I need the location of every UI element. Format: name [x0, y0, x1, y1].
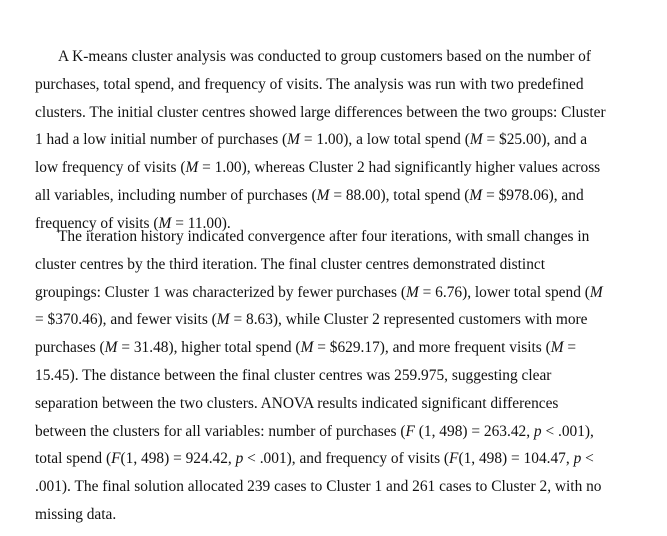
- text-line: [58, 227, 589, 247]
- statistic-symbol: M: [469, 187, 483, 204]
- text-run: groupings: Cluster 1 was characterized by fewer purchases (: [35, 283, 406, 301]
- text-line: [35, 75, 584, 95]
- statistic-symbol: M: [300, 339, 314, 357]
- text-run: = 8.63), while Cluster 2 represented customers with more: [229, 311, 588, 329]
- statistic-symbol: M: [287, 131, 300, 149]
- text-run: all variables, including number of purchases (: [35, 187, 317, 204]
- text-line: [35, 449, 594, 469]
- text-line: [35, 186, 584, 206]
- text-run: = $370.46), and fewer visits (: [35, 311, 217, 329]
- statistic-symbol: F: [449, 450, 459, 468]
- text-line: [35, 310, 588, 330]
- text-run: purchases (: [35, 339, 105, 357]
- statistic-symbol: M: [104, 339, 118, 357]
- text-line: [35, 103, 606, 123]
- text-run: The iteration history indicated convergence after four iterations, with small changes in: [58, 228, 590, 245]
- statistic-symbol: M: [405, 283, 419, 301]
- text-run: = 88.00), total spend (: [329, 187, 470, 204]
- statistic-symbol: p: [235, 450, 244, 468]
- text-run: = 1.00), whereas Cluster 2 had significantly higher values across: [198, 159, 601, 177]
- text-line: [35, 158, 600, 178]
- text-run: total spend (: [35, 450, 112, 468]
- text-line: [35, 255, 545, 275]
- text-run: (1, 498) = 263.42,: [414, 422, 534, 440]
- statistic-symbol: M: [158, 214, 172, 232]
- text-run: missing data.: [35, 506, 117, 523]
- text-run: 1 had a low initial number of purchases (: [35, 131, 288, 149]
- text-line: [35, 394, 558, 414]
- text-line: [35, 130, 587, 150]
- statistic-symbol: M: [469, 131, 483, 149]
- text-run: = 1.00), a low total spend (: [300, 131, 470, 149]
- text-run: < .001),: [541, 422, 594, 440]
- text-run: 15.45). The distance between the final cluster centres was 259.975, suggesting clear: [35, 367, 552, 384]
- text-run: (1, 498) = 924.42,: [120, 450, 236, 468]
- statistic-symbol: M: [316, 187, 330, 204]
- text-line: [35, 366, 551, 386]
- text-run: (1, 498) = 104.47,: [458, 450, 574, 468]
- text-run: = 6.76), lower total spend (: [418, 283, 590, 301]
- text-run: low frequency of visits (: [35, 159, 186, 177]
- statistic-symbol: M: [216, 311, 230, 329]
- statistic-symbol: M: [589, 283, 603, 301]
- text-line: [35, 477, 602, 497]
- text-run: cluster centres by the third iteration. The final cluster centres demonstrated distinct: [35, 255, 546, 273]
- text-line: [35, 505, 116, 525]
- text-run: < .001), and frequency of visits (: [243, 450, 450, 468]
- text-run: = 11.00).: [171, 214, 231, 232]
- statistic-symbol: p: [533, 422, 542, 440]
- text-line: [35, 422, 594, 442]
- text-run: .001). The final solution allocated 239 cases to Cluster 1 and 261 cases to Cluster 2, with no: [35, 478, 602, 496]
- text-run: purchases, total spend, and frequency of visits. The analysis was run with two predefined: [35, 75, 584, 93]
- text-run: = $629.17), and more frequent visits (: [313, 339, 551, 357]
- text-run: A K-means cluster analysis was conducted to group customers based on the number of: [58, 48, 591, 65]
- statistic-symbol: p: [573, 450, 582, 468]
- text-run: =: [563, 339, 577, 357]
- text-run: = $978.06), and: [482, 187, 584, 204]
- text-run: = $25.00), and a: [482, 131, 588, 149]
- text-line: [35, 283, 603, 303]
- text-run: clusters. The initial cluster centres showed large differences between the two groups: Cluster: [35, 103, 606, 121]
- statistic-symbol: F: [405, 422, 415, 440]
- statistic-symbol: M: [185, 159, 199, 177]
- text-line: [35, 338, 576, 358]
- statistic-symbol: M: [550, 339, 564, 357]
- text-run: frequency of visits (: [35, 214, 159, 232]
- text-run: = 31.48), higher total spend (: [117, 339, 301, 357]
- text-run: separation between the two clusters. ANOVA results indicated significant differences: [35, 394, 559, 412]
- statistic-symbol: F: [111, 450, 121, 468]
- text-run: <: [581, 450, 594, 468]
- text-run: between the clusters for all variables: number of purchases (: [35, 422, 406, 440]
- text-line: [58, 47, 591, 67]
